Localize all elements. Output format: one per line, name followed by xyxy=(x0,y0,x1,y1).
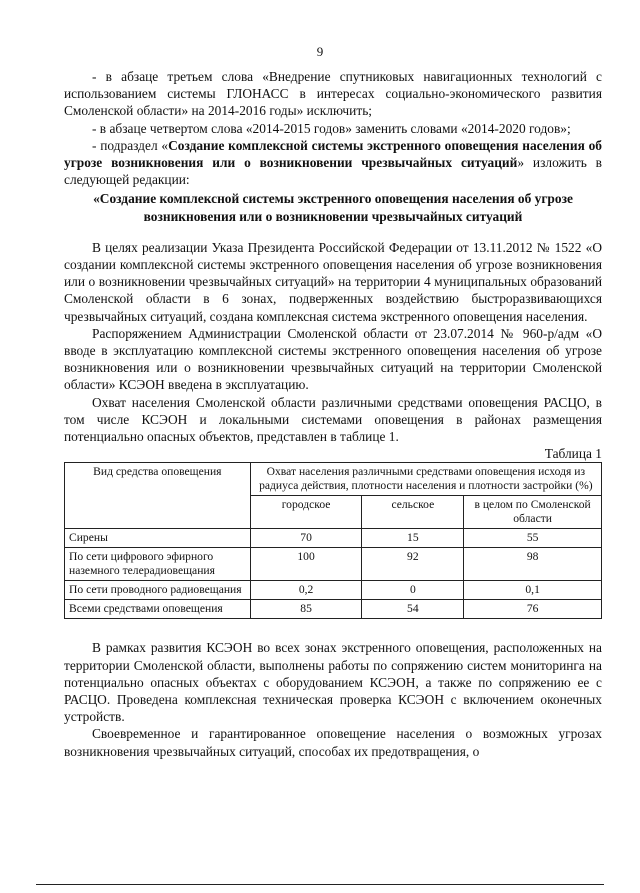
table-row xyxy=(65,529,602,548)
table-header-row xyxy=(65,463,602,496)
cell-rural: 92 xyxy=(362,548,464,581)
body-paragraph-1: В целях реализации Указа Президента Российской Федерации от 13.11.2012 № 1522 «О создании комплексной системы экстренного оповещения населения об угрозе возникновения или о возникновении чрезвычайных ситуаций» на территории 4 муниципальных образований Смоленской области в 6 зонах, подверженных воздействию быстроразвивающихся чрезвычайных ситуаций, создана комплексная система экстренного оповещения населения. xyxy=(64,239,602,324)
row-label: По сети цифрового эфирного наземного телерадиовещания xyxy=(65,548,251,581)
table-row xyxy=(65,600,602,619)
cell-total: 76 xyxy=(464,600,602,619)
body-paragraph-4: В рамках развития КСЭОН во всех зонах экстренного оповещения, расположенных на территории Смоленской области, выполнены работы по сопряжению систем мониторинга на потенциально опасных объектах с оборудованием КСЭОН, а также по сопряжению ее с РАСЦО. Проведена комплексная техническая проверка КСЭОН с включением оконечных устройств. xyxy=(64,640,602,725)
header-rural: сельское xyxy=(362,496,464,529)
section-heading: «Создание комплексной системы экстренного оповещения населения об угрозе возникновения или о возникновении чрезвычайных ситуаций xyxy=(93,191,573,224)
amendment-suffix: » изложить в следующей редакции: xyxy=(64,155,602,188)
table-row xyxy=(65,581,602,600)
table-caption: Таблица 1 xyxy=(544,446,602,462)
cell-rural: 0 xyxy=(362,581,464,600)
row-label: По сети проводного радиовещания xyxy=(65,581,251,600)
header-alert-type: Вид средства оповещения xyxy=(65,463,251,529)
cell-total: 0,1 xyxy=(464,581,602,600)
cell-urban: 70 xyxy=(250,529,362,548)
coverage-table xyxy=(64,462,602,619)
row-label: Всеми средствами оповещения xyxy=(65,600,251,619)
header-coverage-group: Охват населения различными средствами оповещения исходя из радиуса действия, плотности населения и плотности застройки (%) xyxy=(250,463,601,496)
amendment-paragraph-1: - в абзаце третьем слова «Внедрение спутниковых навигационных технологий с использованием системы ГЛОНАСС в интересах социально-экономического развития Смоленской области» на 2014-2016 годы» исключить; xyxy=(64,69,602,119)
cell-rural: 54 xyxy=(362,600,464,619)
cell-total: 98 xyxy=(464,548,602,581)
header-total: в целом по Смоленской области xyxy=(464,496,602,529)
amendment-paragraph-3 xyxy=(64,137,602,189)
cell-rural: 15 xyxy=(362,529,464,548)
page-number: 9 xyxy=(316,44,324,59)
amendment-paragraph-2: - в абзаце четвертом слова «2014-2015 годов» заменить словами «2014-2020 годов»; xyxy=(92,120,571,136)
body-paragraph-2: Распоряжением Администрации Смоленской области от 23.07.2014 № 960-р/адм «О вводе в эксплуатацию комплексной системы экстренного оповещения населения об угрозе возникновения или о возникновении чрезвычайных ситуаций на территории Смоленской области» КСЭОН введена в эксплуатацию. xyxy=(64,325,602,393)
document-body xyxy=(64,68,602,760)
bottom-rule xyxy=(36,884,604,885)
body-paragraph-5: Своевременное и гарантированное оповещение населения о возможных угрозах возникновения чрезвычайных ситуаций, способах их предотвращения, о xyxy=(64,726,602,759)
amendment-prefix: - подраздел « xyxy=(92,137,169,153)
body-paragraph-3: Охват населения Смоленской области различными средствами оповещения РАСЦО, в том числе КСЭОН и локальными системами оповещения в районах размещения потенциально опасных объектов, представлен в таблице 1. xyxy=(64,394,602,445)
cell-urban: 85 xyxy=(250,600,362,619)
row-label: Сирены xyxy=(65,529,251,548)
cell-urban: 0,2 xyxy=(250,581,362,600)
cell-total: 55 xyxy=(464,529,602,548)
table-row xyxy=(65,548,602,581)
cell-urban: 100 xyxy=(250,548,362,581)
subsection-title: Создание комплексной системы экстренного оповещения населения об угрозе возникновения или о возникновении чрезвычайных ситуаций xyxy=(64,137,603,171)
header-urban: городское xyxy=(250,496,362,529)
